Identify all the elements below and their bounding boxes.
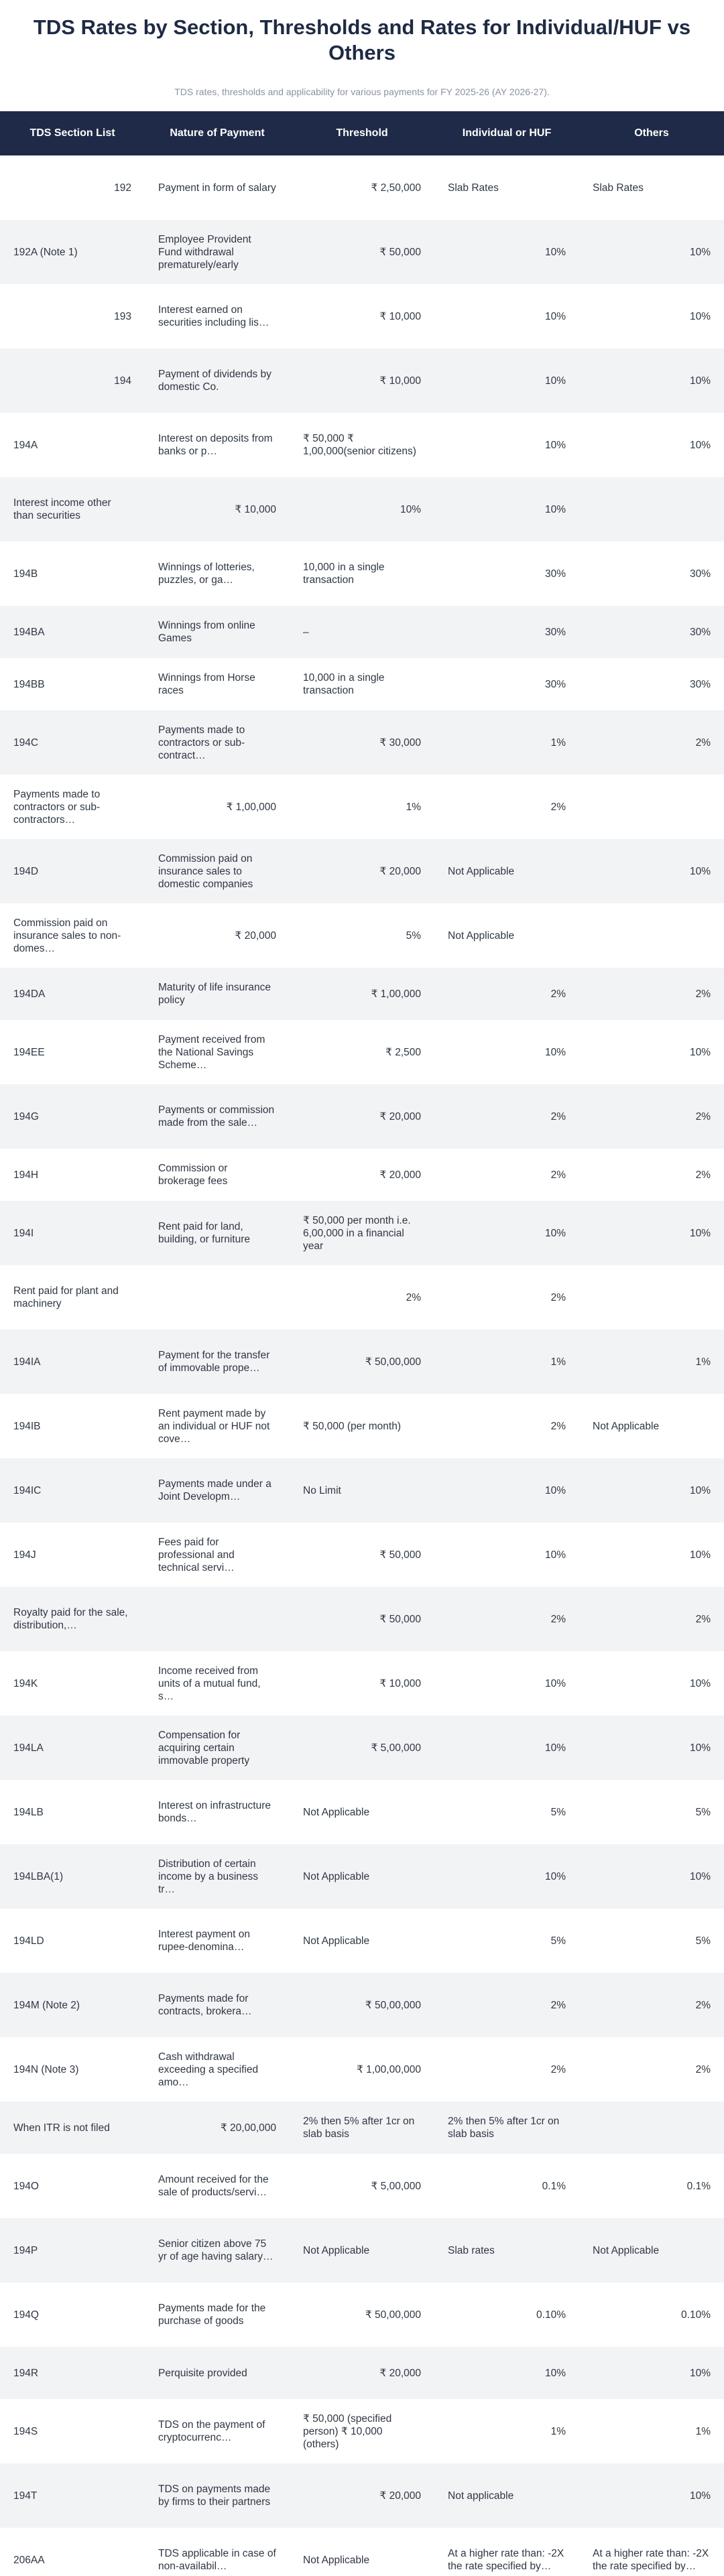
individual-huf-cell: 10% [434,2347,579,2399]
individual-huf-cell: 5% [434,1909,579,1973]
nature-cell: Rent payment made by an individual or HUF not cove… [145,1394,290,1458]
individual-huf-cell: 2% [434,775,579,839]
header-section[interactable]: TDS Section List [0,111,145,155]
table-row [0,1201,724,1265]
individual-huf-cell: Not applicable [434,2463,579,2528]
threshold-cell: ₹ 20,000 [290,1084,434,1149]
individual-huf-cell: 2% [434,1149,579,1201]
others-cell: 10% [579,413,724,477]
threshold-cell: ₹ 20,000 [290,1149,434,1201]
table-row [0,775,724,839]
table-row [0,658,724,710]
table-row [0,413,724,477]
section-cell: 194BA [0,606,145,658]
table-row [0,839,724,903]
individual-huf-cell: Slab rates [434,2218,579,2282]
section-cell: When ITR is not filed [0,2102,145,2154]
section-cell: 194LB [0,1780,145,1844]
section-cell: 194G [0,1084,145,1149]
section-cell: 194S [0,2399,145,2463]
section-cell: 194O [0,2154,145,2218]
individual-huf-cell: Not Applicable [434,903,579,968]
nature-cell: ₹ 20,00,000 [145,2102,290,2154]
section-cell: 192 [0,155,145,220]
nature-cell: Payment in form of salary [145,155,290,220]
table-row [0,2282,724,2347]
others-cell: 5% [579,1780,724,1844]
individual-huf-cell: 10% [434,1716,579,1780]
section-cell: 194DA [0,968,145,1020]
nature-cell: Interest on deposits from banks or p… [145,413,290,477]
nature-cell: Payment received from the National Savings Scheme… [145,1020,290,1084]
section-cell: 194C [0,710,145,775]
threshold-cell: ₹ 50,000 [290,1523,434,1587]
threshold-cell: ₹ 50,000 [290,1587,434,1651]
table-row [0,477,724,541]
nature-cell: Commission paid on insurance sales to domestic companies [145,839,290,903]
nature-cell: Income received from units of a mutual fund, s… [145,1651,290,1716]
section-cell: 194M (Note 2) [0,1973,145,2037]
threshold-cell: ₹ 50,00,000 [290,1330,434,1394]
section-cell: 194H [0,1149,145,1201]
threshold-cell: ₹ 50,000 [290,220,434,284]
threshold-cell: ₹ 50,000 (per month) [290,1394,434,1458]
threshold-cell: ₹ 1,00,00,000 [290,2037,434,2102]
section-cell: 194P [0,2218,145,2282]
page-subtitle: TDS rates, thresholds and applicability for various payments for FY 2025-26 (AY 2026-27). [174,86,550,97]
nature-cell: Rent paid for land, building, or furniture [145,1201,290,1265]
section-cell: Interest income other than securities [0,477,145,541]
others-cell: 10% [579,2347,724,2399]
others-cell: 30% [579,658,724,710]
individual-huf-cell: 2% [434,1394,579,1458]
section-cell: Payments made to contractors or sub-contractors… [0,775,145,839]
header-nature[interactable]: Nature of Payment [145,111,290,155]
nature-cell: Fees paid for professional and technical servi… [145,1523,290,1587]
others-cell: 2% [579,2037,724,2102]
table-row [0,968,724,1020]
nature-cell: Cash withdrawal exceeding a specified amo… [145,2037,290,2102]
nature-cell [145,1265,290,1330]
table-row [0,1265,724,1330]
table-row [0,1458,724,1523]
nature-cell: Compensation for acquiring certain immovable property [145,1716,290,1780]
table-row [0,2037,724,2102]
individual-huf-cell: 2% [434,1587,579,1651]
threshold-cell: ₹ 20,000 [290,839,434,903]
threshold-cell: ₹ 50,00,000 [290,1973,434,2037]
section-cell: 194IA [0,1330,145,1394]
nature-cell: TDS on payments made by firms to their partners [145,2463,290,2528]
section-cell: 194D [0,839,145,903]
individual-huf-cell: 30% [434,658,579,710]
section-cell: 194A [0,413,145,477]
header-others[interactable]: Others [579,111,724,155]
threshold-cell: ₹ 50,00,000 [290,2282,434,2347]
nature-cell: Perquisite provided [145,2347,290,2399]
others-cell: 10% [579,1716,724,1780]
table-row [0,284,724,348]
others-cell: Not Applicable [579,2218,724,2282]
nature-cell: Payments made for contracts, brokera… [145,1973,290,2037]
nature-cell: Payment of dividends by domestic Co. [145,348,290,413]
nature-cell [145,1587,290,1651]
threshold-cell: ₹ 50,000 (specified person) ₹ 10,000 (others) [290,2399,434,2463]
others-cell: 10% [579,2463,724,2528]
table-row [0,2154,724,2218]
others-cell: 10% [579,348,724,413]
individual-huf-cell: Slab Rates [434,155,579,220]
nature-cell: Senior citizen above 75 yr of age having salary… [145,2218,290,2282]
section-cell: 194R [0,2347,145,2399]
section-cell: 194LBA(1) [0,1844,145,1909]
threshold-cell: Not Applicable [290,1780,434,1844]
table-row [0,903,724,968]
others-cell: 10% [579,1523,724,1587]
individual-huf-cell: 1% [434,2399,579,2463]
threshold-cell: 1% [290,775,434,839]
threshold-cell: ₹ 10,000 [290,284,434,348]
nature-cell: Payments made for the purchase of goods [145,2282,290,2347]
others-cell: 2% [579,1149,724,1201]
threshold-cell: ₹ 5,00,000 [290,1716,434,1780]
section-cell: 194I [0,1201,145,1265]
others-cell: At a higher rate than: -2X the rate specified by… [579,2528,724,2576]
page-title: TDS Rates by Section, Thresholds and Rates for Individual/HUF vs Others [33,15,691,64]
others-cell: 1% [579,1330,724,1394]
section-cell: Commission paid on insurance sales to non-domes… [0,903,145,968]
individual-huf-cell: At a higher rate than: -2X the rate specified by… [434,2528,579,2576]
others-cell [579,477,724,541]
section-cell: 193 [0,284,145,348]
nature-cell: Maturity of life insurance policy [145,968,290,1020]
nature-cell: Winnings from online Games [145,606,290,658]
individual-huf-cell: 30% [434,606,579,658]
nature-cell: Payments made under a Joint Developm… [145,1458,290,1523]
nature-cell: Payments or commission made from the sale… [145,1084,290,1149]
table-row [0,1523,724,1587]
section-cell: 194BB [0,658,145,710]
nature-cell: Payment for the transfer of immovable prope… [145,1330,290,1394]
threshold-cell: Not Applicable [290,2528,434,2576]
individual-huf-cell: 10% [434,1020,579,1084]
table-row [0,2399,724,2463]
section-cell: 194T [0,2463,145,2528]
threshold-cell: 2% then 5% after 1cr on slab basis [290,2102,434,2154]
individual-huf-cell: 1% [434,710,579,775]
others-cell: 0.10% [579,2282,724,2347]
nature-cell: Winnings from Horse races [145,658,290,710]
individual-huf-cell: 10% [434,1523,579,1587]
threshold-cell: 10,000 in a single transaction [290,658,434,710]
nature-cell: Amount received for the sale of products/servi… [145,2154,290,2218]
others-cell [579,2102,724,2154]
section-cell: 194K [0,1651,145,1716]
nature-cell: TDS applicable in case of non-availabil… [145,2528,290,2576]
header-threshold[interactable]: Threshold [290,111,434,155]
section-cell: 194N (Note 3) [0,2037,145,2102]
table-row [0,155,724,220]
nature-cell: Interest earned on securities including lis… [145,284,290,348]
section-cell: 194LD [0,1909,145,1973]
threshold-cell: ₹ 20,000 [290,2347,434,2399]
nature-cell: Employee Provident Fund withdrawal prematurely/early [145,220,290,284]
section-cell: Royalty paid for the sale, distribution,… [0,1587,145,1651]
others-cell: 10% [579,1020,724,1084]
table-row [0,1973,724,2037]
threshold-cell: ₹ 1,00,000 [290,968,434,1020]
section-cell: 194IB [0,1394,145,1458]
section-cell: Rent paid for plant and machinery [0,1265,145,1330]
individual-huf-cell: 30% [434,541,579,606]
section-cell: 194IC [0,1458,145,1523]
nature-cell: ₹ 20,000 [145,903,290,968]
section-cell: 194Q [0,2282,145,2347]
individual-huf-cell: 2% [434,1973,579,2037]
section-cell: 194EE [0,1020,145,1084]
nature-cell: Commission or brokerage fees [145,1149,290,1201]
table-row [0,606,724,658]
nature-cell: ₹ 1,00,000 [145,775,290,839]
threshold-cell: Not Applicable [290,1909,434,1973]
table-row [0,1330,724,1394]
nature-cell: Distribution of certain income by a business tr… [145,1844,290,1909]
others-cell: 2% [579,1587,724,1651]
threshold-cell: ₹ 2,500 [290,1020,434,1084]
others-cell [579,903,724,968]
table-row [0,2463,724,2528]
individual-huf-cell: 0.1% [434,2154,579,2218]
individual-huf-cell: 10% [434,1201,579,1265]
table-row [0,1084,724,1149]
others-cell: 2% [579,968,724,1020]
threshold-cell: ₹ 10,000 [290,1651,434,1716]
threshold-cell: Not Applicable [290,2218,434,2282]
threshold-cell: 10% [290,477,434,541]
section-cell: 206AA [0,2528,145,2576]
table-row [0,2528,724,2576]
nature-cell: Interest payment on rupee-denomina… [145,1909,290,1973]
table-row [0,220,724,284]
others-cell: 10% [579,220,724,284]
table-row [0,1149,724,1201]
others-cell: 30% [579,541,724,606]
table-row [0,1780,724,1844]
table-row [0,1020,724,1084]
individual-huf-cell: 2% [434,1084,579,1149]
others-cell: 2% [579,1084,724,1149]
threshold-cell: ₹ 50,000 per month i.e. 6,00,000 in a financial year [290,1201,434,1265]
nature-cell: ₹ 10,000 [145,477,290,541]
nature-cell: Winnings of lotteries, puzzles, or ga… [145,541,290,606]
table-row [0,2347,724,2399]
others-cell [579,775,724,839]
individual-huf-cell: 10% [434,1651,579,1716]
others-cell: 10% [579,1844,724,1909]
individual-huf-cell: 10% [434,220,579,284]
table-row [0,2218,724,2282]
others-cell: 10% [579,1458,724,1523]
threshold-cell: ₹ 50,000 ₹ 1,00,000(senior citizens) [290,413,434,477]
individual-huf-cell: 10% [434,1458,579,1523]
individual-huf-cell: Not Applicable [434,839,579,903]
nature-cell: Interest on infrastructure bonds… [145,1780,290,1844]
individual-huf-cell: 5% [434,1780,579,1844]
section-cell: 192A (Note 1) [0,220,145,284]
individual-huf-cell: 2% [434,968,579,1020]
others-cell: 1% [579,2399,724,2463]
others-cell: 10% [579,839,724,903]
others-cell [579,1265,724,1330]
header-row [0,111,724,155]
table-body [0,155,724,2576]
table-row [0,1587,724,1651]
table-row [0,1844,724,1909]
threshold-cell: ₹ 20,000 [290,2463,434,2528]
individual-huf-cell: 10% [434,477,579,541]
section-cell: 194 [0,348,145,413]
table-row [0,1394,724,1458]
threshold-cell: 10,000 in a single transaction [290,541,434,606]
table-row [0,541,724,606]
individual-huf-cell: 1% [434,1330,579,1394]
threshold-cell: – [290,606,434,658]
threshold-cell: ₹ 30,000 [290,710,434,775]
table-row [0,710,724,775]
others-cell: 10% [579,284,724,348]
individual-huf-cell: 0.10% [434,2282,579,2347]
table-row [0,1651,724,1716]
threshold-cell: 2% [290,1265,434,1330]
individual-huf-cell: 2% [434,2037,579,2102]
table-row [0,348,724,413]
individual-huf-cell: 10% [434,348,579,413]
individual-huf-cell: 10% [434,284,579,348]
nature-cell: TDS on the payment of cryptocurrenc… [145,2399,290,2463]
others-cell: 0.1% [579,2154,724,2218]
individual-huf-cell: 2% [434,1265,579,1330]
section-cell: 194J [0,1523,145,1587]
threshold-cell: ₹ 10,000 [290,348,434,413]
threshold-cell: 5% [290,903,434,968]
threshold-cell: Not Applicable [290,1844,434,1909]
individual-huf-cell: 2% then 5% after 1cr on slab basis [434,2102,579,2154]
individual-huf-cell: 10% [434,413,579,477]
header-individual-huf[interactable]: Individual or HUF [434,111,579,155]
others-cell: Not Applicable [579,1394,724,1458]
individual-huf-cell: 10% [434,1844,579,1909]
table-header [0,111,724,155]
tds-rates-table [0,111,724,2576]
nature-cell: Payments made to contractors or sub-contract… [145,710,290,775]
others-cell: 2% [579,1973,724,2037]
table-row [0,1909,724,1973]
threshold-cell: No Limit [290,1458,434,1523]
threshold-cell: ₹ 2,50,000 [290,155,434,220]
others-cell: 30% [579,606,724,658]
section-cell: 194B [0,541,145,606]
others-cell: 5% [579,1909,724,1973]
section-cell: 194LA [0,1716,145,1780]
others-cell: 10% [579,1201,724,1265]
others-cell: Slab Rates [579,155,724,220]
table-row [0,1716,724,1780]
threshold-cell: ₹ 5,00,000 [290,2154,434,2218]
others-cell: 10% [579,1651,724,1716]
others-cell: 2% [579,710,724,775]
table-row [0,2102,724,2154]
